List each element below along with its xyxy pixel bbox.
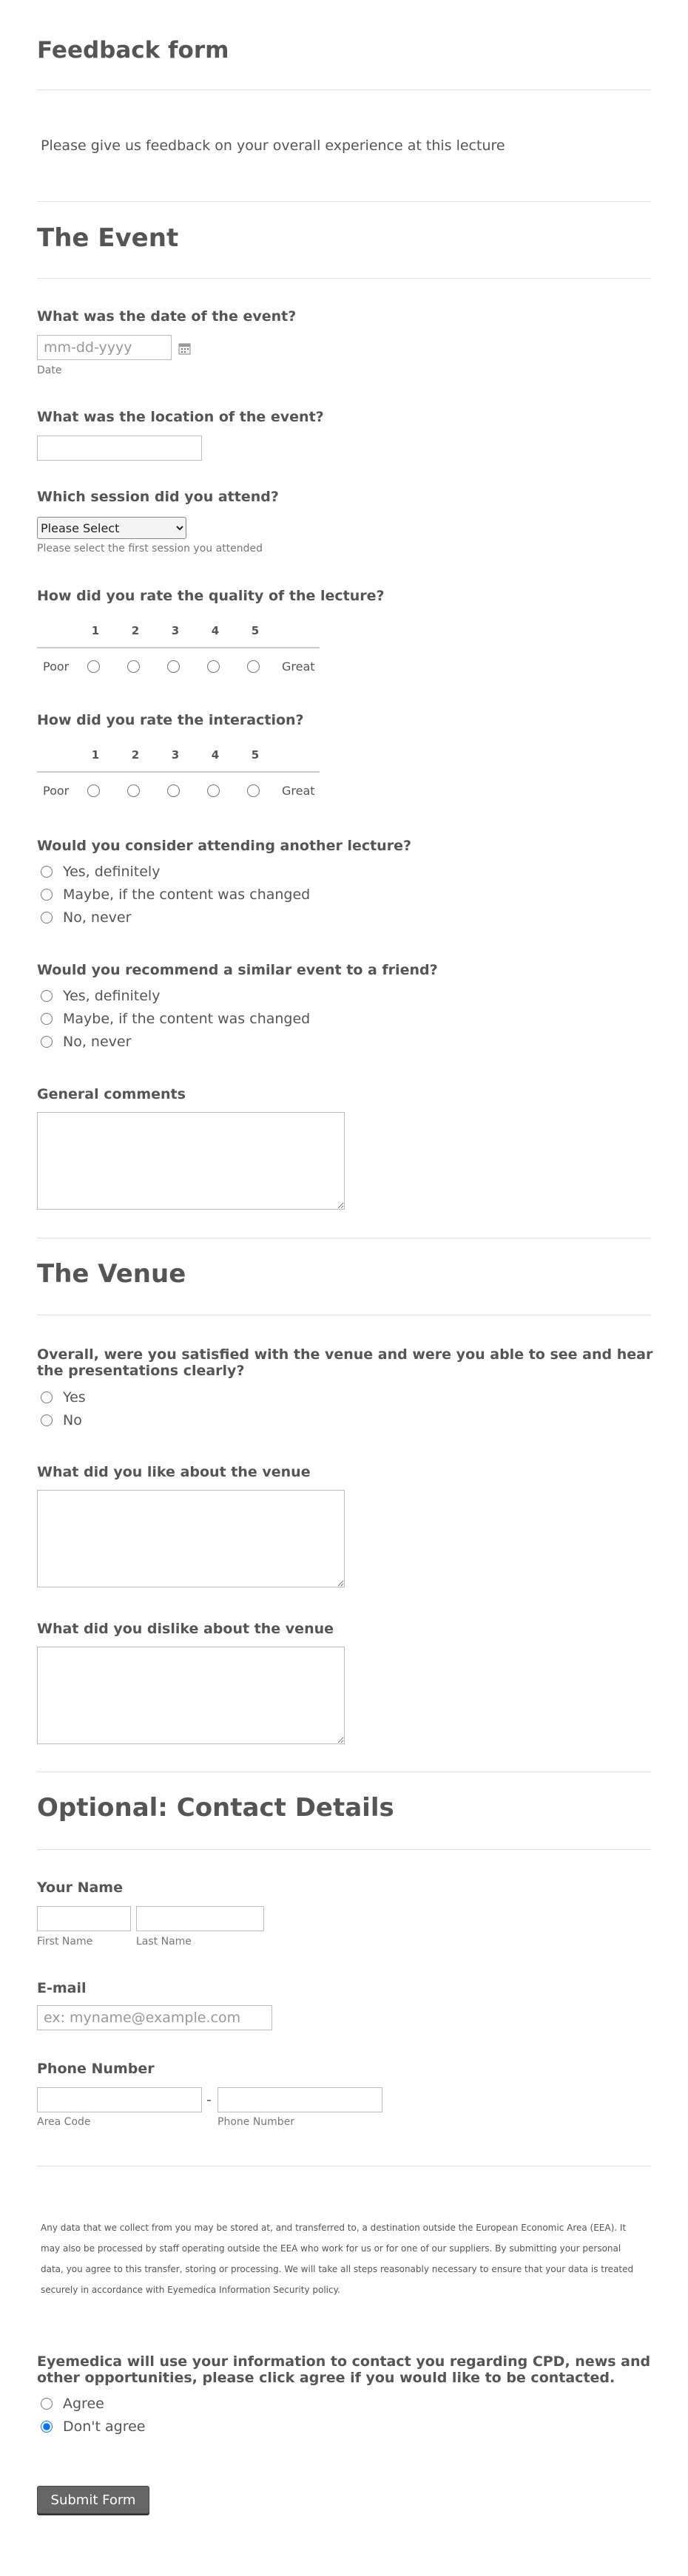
divider [37,89,651,90]
date-question-label: What was the date of the event? [37,308,297,325]
session-select[interactable] [37,517,186,539]
attend-radio-maybe[interactable] [41,889,53,901]
comments-textarea[interactable] [37,1112,345,1210]
quality-radio-5[interactable] [247,660,260,673]
satisfied-option-yes[interactable] [41,1387,86,1408]
consent-option-label: Don't agree [63,2419,146,2435]
consent-option-agree[interactable] [41,2393,104,2414]
quality-scale-5: 5 [251,624,260,637]
quality-radio-3[interactable] [167,660,180,673]
quality-scale-1: 1 [91,624,100,637]
quality-radio-1[interactable] [87,660,100,673]
privacy-notice [41,2217,647,2300]
quality-scale-3: 3 [171,624,180,637]
divider [37,201,651,202]
interaction-scale-line [37,771,320,773]
interaction-radio-2[interactable] [127,784,140,797]
interaction-radio-4[interactable] [207,784,220,797]
quality-question-label: How did you rate the quality of the lecture? [37,588,385,604]
submit-button[interactable]: Submit Form [37,2486,149,2514]
recommend-question-label: Would you recommend a similar event to a friend? [37,962,438,978]
interaction-radio-5[interactable] [247,784,260,797]
attend-option-maybe[interactable] [41,884,310,905]
satisfied-question-label-line1: Overall, were you satisfied with the venue and were you able to see and hear [37,1346,653,1363]
attend-radio-no[interactable] [41,912,53,923]
dislike-question-label: What did you dislike about the venue [37,1621,334,1637]
attend-radio-yes[interactable] [41,866,53,878]
interaction-radio-1[interactable] [87,784,100,797]
comments-question-label: General comments [37,1086,186,1102]
email-question-label: E-mail [37,1980,87,1996]
area-code-sublabel: Area Code [37,2116,91,2128]
satisfied-radio-no[interactable] [41,1414,53,1426]
quality-radio-4[interactable] [207,660,220,673]
satisfied-question-label-line2: the presentations clearly? [37,1363,245,1379]
date-sublabel: Date [37,365,62,376]
interaction-question-label: How did you rate the interaction? [37,712,304,728]
last-name-sublabel: Last Name [136,1936,192,1948]
name-question-label: Your Name [37,1880,123,1896]
quality-scale-2: 2 [131,624,140,637]
interaction-scale-1: 1 [91,748,100,762]
divider [37,278,651,279]
attend-option-yes[interactable] [41,861,160,882]
recommend-option-maybe[interactable] [41,1009,310,1029]
attend-option-label: No, never [63,909,132,926]
email-input[interactable] [37,2005,272,2030]
session-sublabel: Please select the first session you attended [37,543,263,555]
divider [37,1849,651,1850]
section-venue-heading: The Venue [37,1259,186,1289]
interaction-scale-3: 3 [171,748,180,762]
interaction-high-label: Great [282,784,315,798]
date-input[interactable] [37,335,172,360]
recommend-option-label: Maybe, if the content was changed [63,1011,311,1027]
interaction-radio-3[interactable] [167,784,180,797]
session-question-label: Which session did you attend? [37,489,279,505]
interaction-scale-5: 5 [251,748,260,762]
location-input[interactable] [37,435,202,461]
calendar-icon[interactable] [178,342,191,355]
phone-separator: - [206,2092,212,2108]
recommend-option-label: No, never [63,1034,132,1050]
intro-text: Please give us feedback on your overall experience at this lecture [41,138,505,154]
recommend-option-yes[interactable] [41,986,160,1006]
satisfied-option-label: No [63,1412,82,1428]
phone-number-input[interactable] [217,2087,382,2112]
location-question-label: What was the location of the event? [37,409,324,425]
satisfied-radio-yes[interactable] [41,1392,53,1403]
privacy-line: Any data that we collect from you may be stored at, and transferred to, a destination outside the European Economic Area (EEA). It [41,2223,627,2233]
first-name-input[interactable] [37,1906,131,1931]
recommend-radio-maybe[interactable] [41,1013,53,1025]
consent-option-label: Agree [63,2396,104,2412]
recommend-option-label: Yes, definitely [63,988,161,1004]
attend-option-no[interactable] [41,907,131,928]
phone-number-sublabel: Phone Number [217,2116,295,2128]
interaction-scale-2: 2 [131,748,140,762]
attend-option-label: Maybe, if the content was changed [63,887,311,903]
recommend-radio-no[interactable] [41,1036,53,1048]
satisfied-option-no[interactable] [41,1410,82,1431]
satisfied-option-label: Yes [63,1389,86,1406]
quality-low-label: Poor [43,660,70,674]
interaction-low-label: Poor [43,784,70,798]
section-event-heading: The Event [37,223,179,253]
like-question-label: What did you like about the venue [37,1464,311,1480]
quality-high-label: Great [282,660,315,674]
quality-scale-4: 4 [211,624,220,637]
form-title: Feedback form [37,37,229,64]
attend-option-label: Yes, definitely [63,864,161,880]
consent-option-dont-agree[interactable] [41,2416,146,2437]
section-contact-heading: Optional: Contact Details [37,1793,394,1823]
area-code-input[interactable] [37,2087,202,2112]
consent-radio-agree[interactable] [41,2398,53,2410]
dislike-textarea[interactable] [37,1647,345,1744]
quality-scale-line [37,647,320,648]
first-name-sublabel: First Name [37,1936,93,1948]
phone-question-label: Phone Number [37,2061,155,2077]
consent-question-label-line2: other opportunities, please click agree if you would like to be contacted. [37,2370,616,2386]
recommend-option-no[interactable] [41,1031,131,1052]
last-name-input[interactable] [136,1906,264,1931]
privacy-line: data, you agree to this transfer, storing or processing. We will take all steps reasonably necessary to ensure that your data is treated [41,2264,634,2274]
consent-question-label-line1: Eyemedica will use your information to contact you regarding CPD, news and [37,2353,651,2370]
consent-radio-dont-agree[interactable] [41,2421,53,2433]
privacy-line: securely in accordance with Eyemedica Information Security policy. [41,2285,340,2295]
like-textarea[interactable] [37,1490,345,1587]
attend-question-label: Would you consider attending another lecture? [37,838,411,854]
privacy-line: may also be processed by staff operating outside the EEA who work for us or for one of our suppliers. By submitting your personal [41,2243,621,2254]
quality-radio-2[interactable] [127,660,140,673]
recommend-radio-yes[interactable] [41,990,53,1002]
interaction-scale-4: 4 [211,748,220,762]
